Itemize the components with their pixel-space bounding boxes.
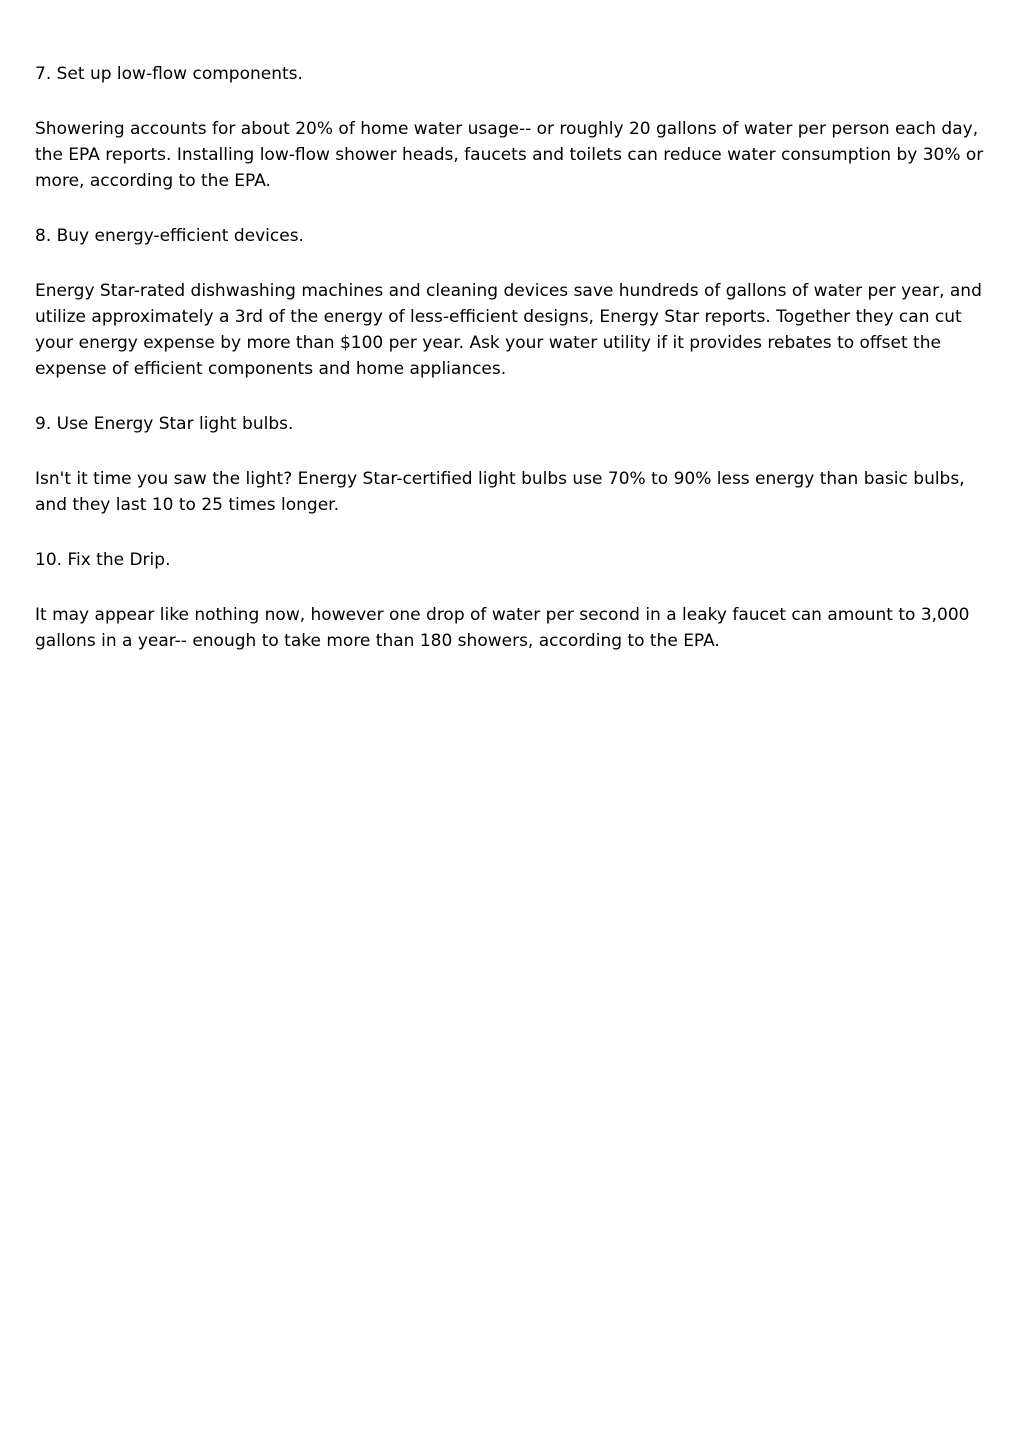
tip-heading-9: 9. Use Energy Star light bulbs. [35, 414, 294, 434]
tip-body-8: Energy Star-rated dishwashing machines and cleaning devices save hundreds of gallons of water per year, and utilize approximately a 3rd of the energy of less-efficient designs, Energy Star reports. Together they can cut your energy expense by more than $100 per year. Ask your water utility if it provides rebates to offset the expense of efficient components and home appliances. [35, 281, 982, 379]
tip-body-7: Showering accounts for about 20% of home water usage-- or roughly 20 gallons of water per person each day, the EPA reports. Installing low-flow shower heads, faucets and toilets can reduce water consumption by 30% or more, according to the EPA. [35, 119, 984, 191]
tip-body-9: Isn't it time you saw the light? Energy Star-certified light bulbs use 70% to 90% less energy than basic bulbs, and they last 10 to 25 times longer. [35, 469, 965, 515]
tip-heading-10: 10. Fix the Drip. [35, 550, 171, 570]
document-page [35, 61, 990, 683]
tip-heading-7: 7. Set up low-flow components. [35, 64, 303, 84]
tip-body-10: It may appear like nothing now, however one drop of water per second in a leaky faucet can amount to 3,000 gallons in a year-- enough to take more than 180 showers, according to the EPA. [35, 605, 970, 651]
tip-heading-8: 8. Buy energy-efficient devices. [35, 226, 304, 246]
